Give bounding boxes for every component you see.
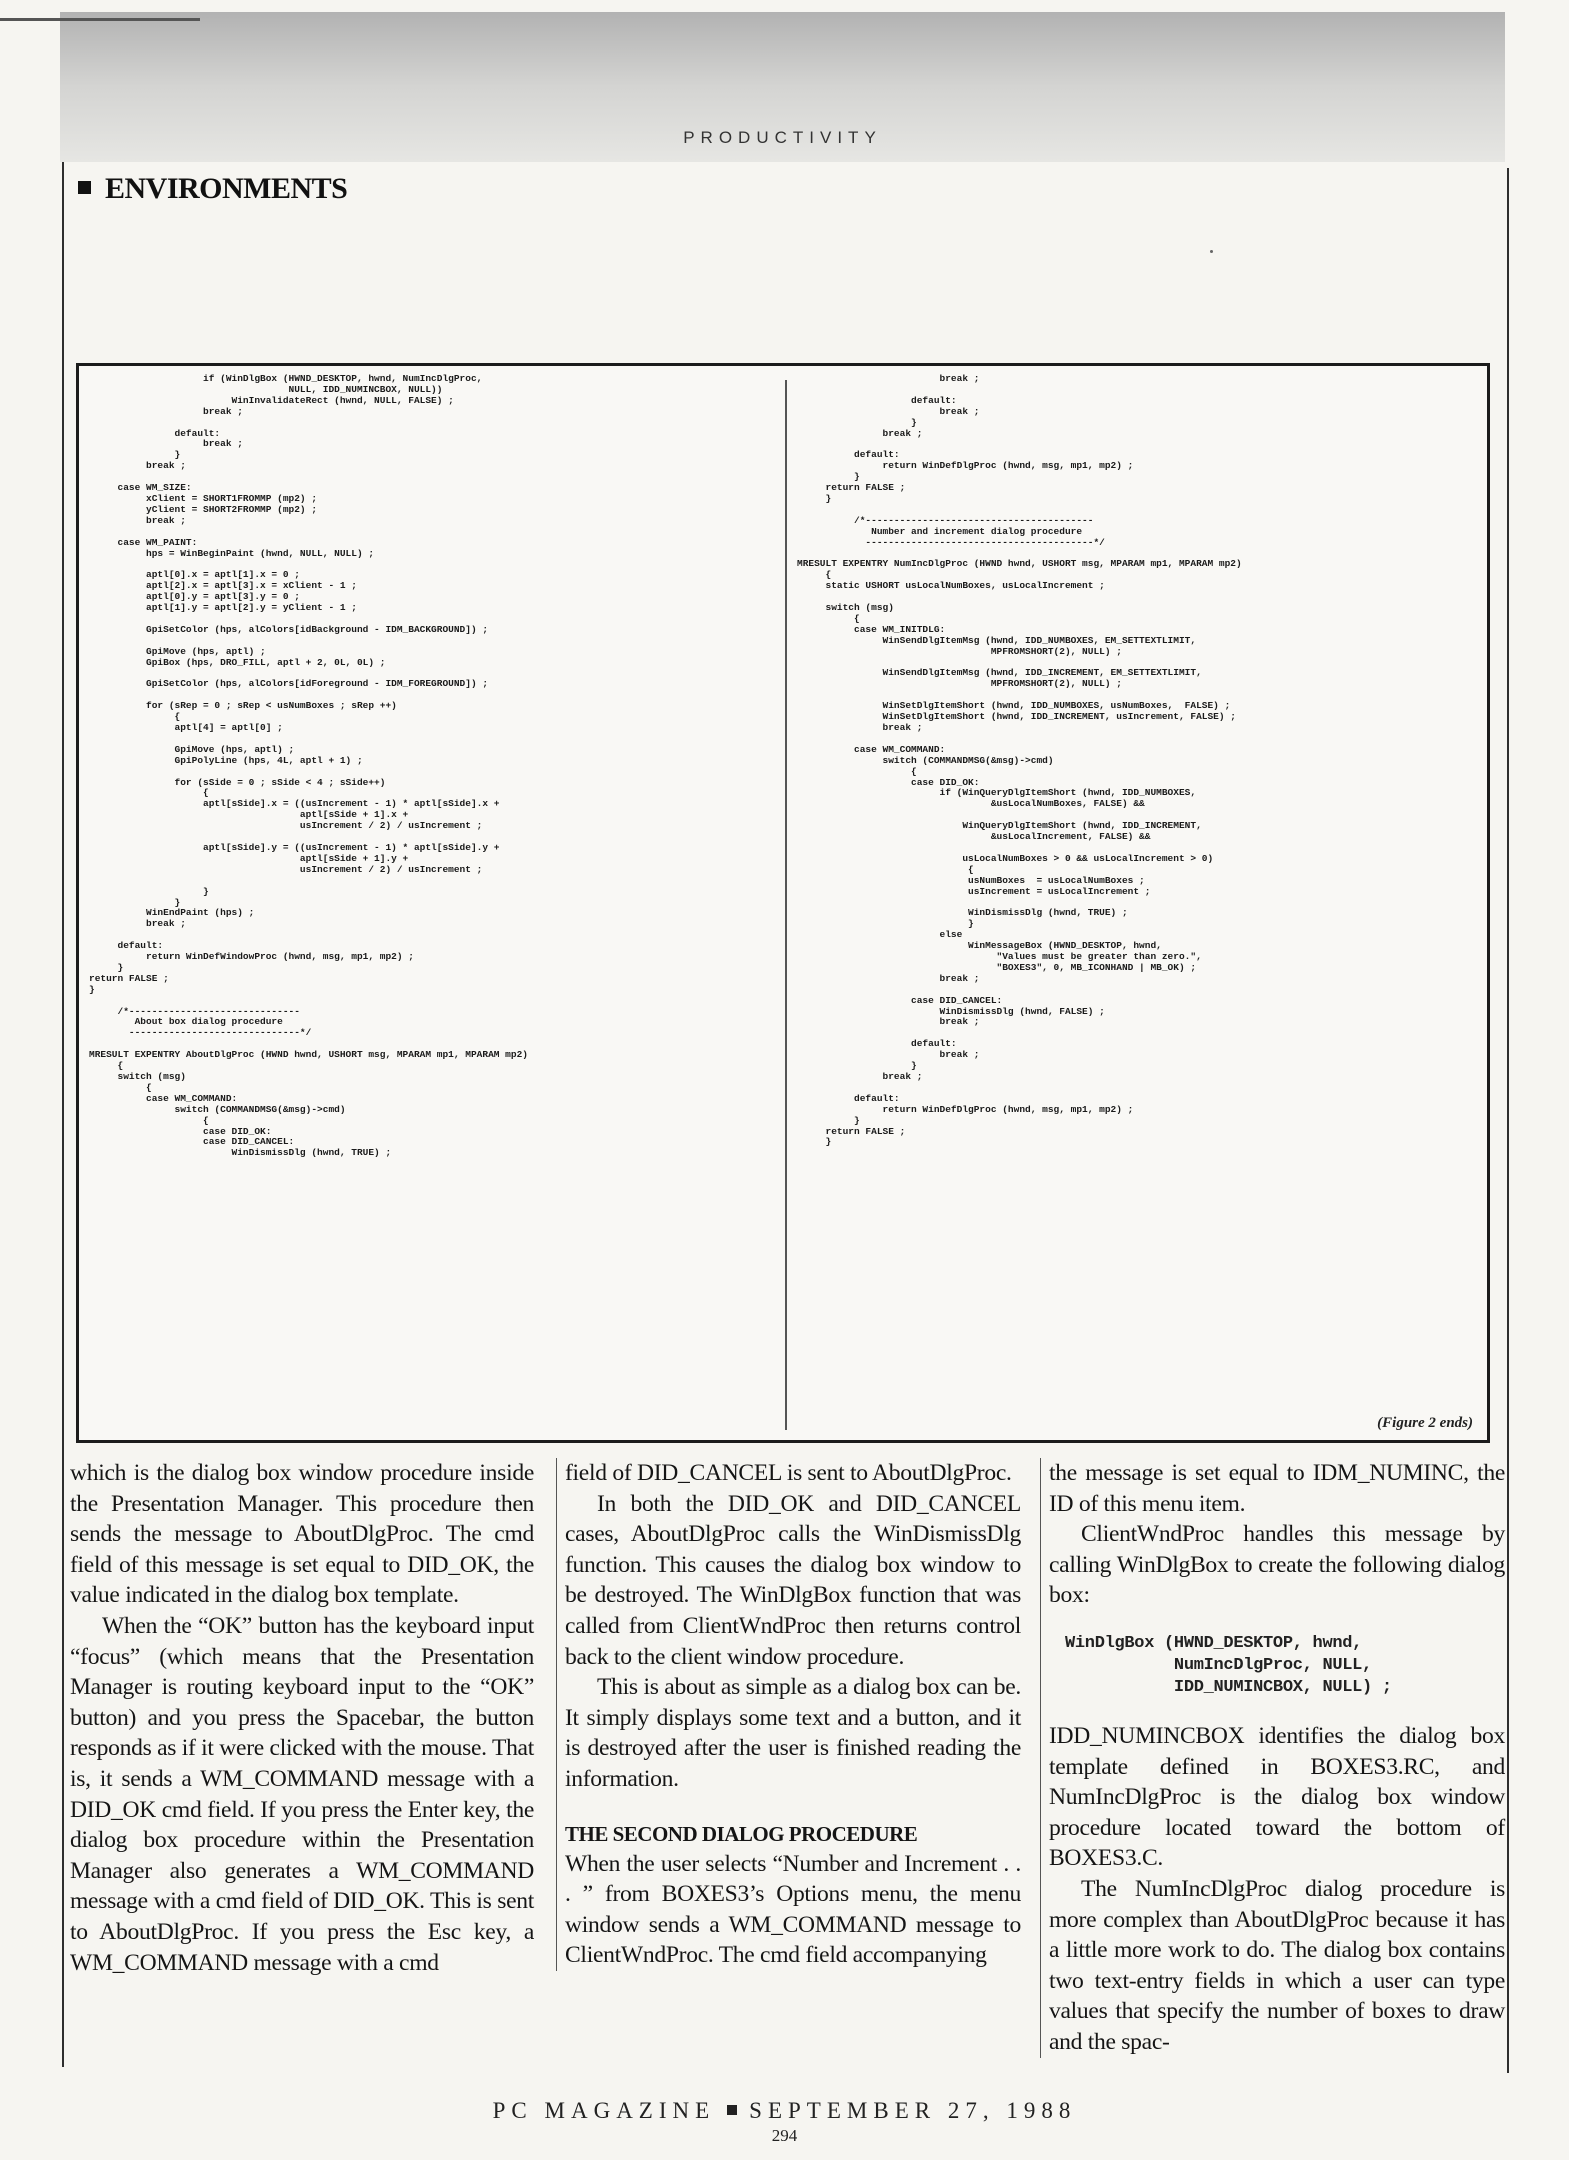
code-column-divider [785, 380, 787, 1430]
section-title-text: ENVIRONMENTS [105, 172, 348, 205]
paragraph: the message is set equal to IDM_NUMINC, the ID of this menu item. [1049, 1460, 1505, 1517]
paragraph: The NumIncDlgProc dialog procedure is more complex than AboutDlgProc because it has a little more work to do. The dialog box contains two text-entry fields in which a user can type values that specify the number of boxes to draw and the spac- [1049, 1875, 1505, 2055]
paragraph: ClientWndProc handles this message by calling WinDlgBox to create the following dialog box: [1049, 1521, 1505, 1609]
paragraph: This is about as simple as a dialog box can be. It simply displays some text and a button, and it is destroyed after the user is finished reading the information. [565, 1674, 1021, 1792]
article-column-2 [556, 1458, 1021, 1971]
section-bullet-icon [78, 181, 91, 194]
ink-speck [1210, 250, 1213, 253]
paragraph: When the user selects “Number and Increment . . . ” from BOXES3’s Options menu, the menu window sends a WM_COMMAND message to ClientWndProc. The cmd field accompanying [565, 1850, 1021, 1969]
left-rule [62, 162, 64, 2067]
paragraph: IDD_NUMINCBOX identifies the dialog box template defined in BOXES3.RC, and NumIncDlgProc is the dialog box window procedure located toward the bottom of BOXES3.C. [1049, 1722, 1505, 1872]
code-listing-right: break ; default: break ; } break ; default: return WinDefDlgProc (hwnd, msg, mp1, mp2) ; } return FALSE ; } /*---------------------------------------- Number and increment dialog procedure ----------------------------------------*/ MRESULT EXPENTRY NumIncDlgProc (HWND hwnd, USHORT msg, MPARAM mp1, MPARAM mp2) { static USHORT usLocalNumBoxes, usLocalIncrement ; switch (msg) { case WM_INITDLG: WinSendDlgItemMsg (hwnd, IDD_NUMBOXES, EM_SETTEXTLIMIT, MPFROMSHORT(2), NULL) ; WinSendDlgItemMsg (hwnd, IDD_INCREMENT, EM_SETTEXTLIMIT, MPFROMSHORT(2), NULL) ; WinSetDlgItemShort (hwnd, IDD_NUMBOXES, usNumBoxes, FALSE) ; WinSetDlgItemShort (hwnd, IDD_INCREMENT, usIncrement, FALSE) ; break ; case WM_COMMAND: switch (COMMANDMSG(&msg)->cmd) { case DID_OK: if (WinQueryDlgItemShort (hwnd, IDD_NUMBOXES, &usLocalNumBoxes, FALSE) && WinQueryDlgItemShort (hwnd, IDD_INCREMENT, &usLocalIncrement, FALSE) && usLocalNumBoxes > 0 && usLocalIncrement > 0) { usNumBoxes = usLocalNumBoxes ; usIncrement = usLocalIncrement ; WinDismissDlg (hwnd, TRUE) ; } else WinMessageBox (HWND_DESKTOP, hwnd, "Values must be greater than zero.", "BOXES3", 0, MB_ICONHAND | MB_OK) ; break ; case DID_CANCEL: WinDismissDlg (hwnd, FALSE) ; break ; default: break ; } break ; default: return WinDefDlgProc (hwnd, msg, mp1, mp2) ; } return FALSE ; } [797, 373, 1242, 1148]
page-number: 294 [771, 2126, 798, 2145]
inline-code-sample: WinDlgBox (HWND_DESKTOP, hwnd, NumIncDlgProc, NULL, IDD_NUMINCBOX, NULL) ; [1065, 1633, 1392, 1697]
running-head: PRODUCTIVITY [683, 128, 882, 147]
issue-date: SEPTEMBER 27, 1988 [749, 2098, 1077, 2123]
article-column-3 [1040, 1458, 1505, 2058]
paragraph: field of DID_CANCEL is sent to AboutDlgProc. [565, 1460, 1012, 1486]
section-title [78, 172, 347, 206]
paragraph: When the “OK” button has the keyboard input “focus” (which means that the Presentation Manager is routing keyboard input to the “OK” button) and you press the Spacebar, the button responds as if it were clicked with the mouse. That is, it sends a WM_COMMAND message with a DID_OK cmd field. If you press the Enter key, the dialog box procedure within the Presentation Manager also generates a WM_COMMAND message with a cmd field of DID_OK. This is sent to AboutDlgProc. If you press the Esc key, a WM_COMMAND message with a cmd [70, 1612, 534, 1976]
right-rule [1507, 168, 1509, 2073]
figure-caption: (Figure 2 ends) [1377, 1415, 1473, 1431]
header-band [60, 12, 1505, 162]
article-column-1 [70, 1458, 534, 1978]
paragraph: In both the DID_OK and DID_CANCEL cases, AboutDlgProc calls the WinDismissDlg function. This causes the dialog box window to be destroyed. The WinDlgBox function that was called from ClientWndProc then returns control back to the client window procedure. [565, 1490, 1021, 1670]
footer [0, 2098, 1569, 2124]
magazine-name: PC MAGAZINE [492, 2098, 716, 2123]
paragraph: which is the dialog box window procedure inside the Presentation Manager. This procedure then sends the message to AboutDlgProc. The cmd field of this message is set equal to DID_OK, the value indicated in the dialog box template. [70, 1460, 534, 1609]
code-figure [76, 363, 1490, 1443]
subheading: THE SECOND DIALOG PROCEDURE [565, 1821, 918, 1846]
code-listing-left: if (WinDlgBox (HWND_DESKTOP, hwnd, NumIncDlgProc, NULL, IDD_NUMINCBOX, NULL)) WinInvalidateRect (hwnd, NULL, FALSE) ; break ; default: break ; } break ; case WM_SIZE: xClient = SHORT1FROMMP (mp2) ; yClient = SHORT2FROMMP (mp2) ; break ; case WM_PAINT: hps = WinBeginPaint (hwnd, NULL, NULL) ; aptl[0].x = aptl[1].x = 0 ; aptl[2].x = aptl[3].x = xClient - 1 ; aptl[0].y = aptl[3].y = 0 ; aptl[1].y = aptl[2].y = yClient - 1 ; GpiSetColor (hps, alColors[idBackground - IDM_BACKGROUND]) ; GpiMove (hps, aptl) ; GpiBox (hps, DRO_FILL, aptl + 2, 0L, 0L) ; GpiSetColor (hps, alColors[idForeground - IDM_FOREGROUND]) ; for (sRep = 0 ; sRep < usNumBoxes ; sRep ++) { aptl[4] = aptl[0] ; GpiMove (hps, aptl) ; GpiPolyLine (hps, 4L, aptl + 1) ; for (sSide = 0 ; sSide < 4 ; sSide++) { aptl[sSide].x = ((usIncrement - 1) * aptl[sSide].x + aptl[sSide + 1].x + usIncrement / 2) / usIncrement ; aptl[sSide].y = ((usIncrement - 1) * aptl[sSide].y + aptl[sSide + 1].y + usIncrement / 2) / usIncrement ; } } WinEndPaint (hps) ; break ; default: return WinDefWindowProc (hwnd, msg, mp1, mp2) ; } return FALSE ; } /*------------------------------ About box dialog procedure ------------------------------*/ MRESULT EXPENTRY AboutDlgProc (HWND hwnd, USHORT msg, MPARAM mp1, MPARAM mp2) { switch (msg) { case WM_COMMAND: switch (COMMANDMSG(&msg)->cmd) { case DID_OK: case DID_CANCEL: WinDismissDlg (hwnd, TRUE) ; [89, 373, 528, 1159]
footer-bullet-icon [727, 2105, 737, 2115]
